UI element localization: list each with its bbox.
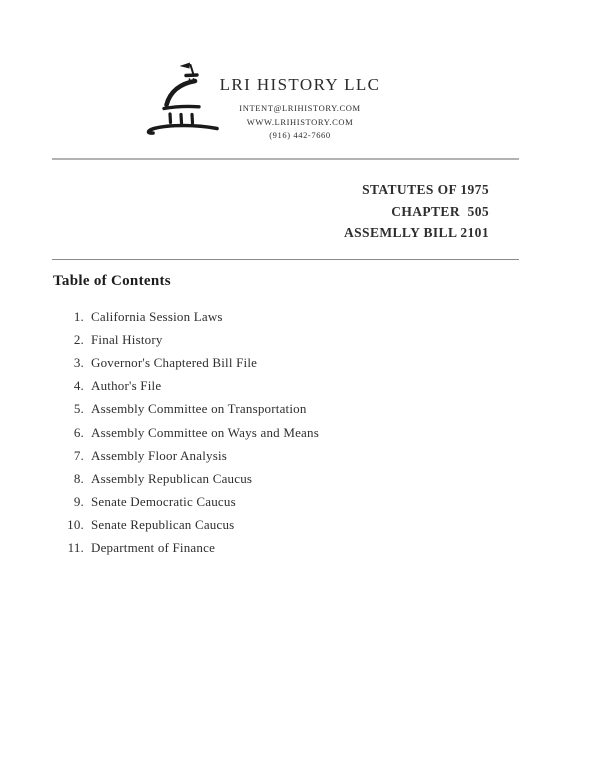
toc-item [52, 467, 512, 490]
toc-title: Table of Contents [53, 273, 171, 289]
company-website: WWW.LRIHISTORY.COM [246, 116, 354, 127]
toc-item-label: California Session Laws [91, 308, 223, 324]
statutes-line: STATUTES OF 1975 [362, 182, 489, 197]
statute-reference [344, 179, 489, 244]
company-email: INTENT@LRIHISTORY.COM [239, 103, 361, 113]
toc-item-label: Assembly Floor Analysis [91, 447, 228, 463]
toc-item-label: Senate Republican Caucus [91, 517, 235, 533]
bill-line: ASSEMLLY BILL 2101 [343, 225, 489, 241]
company-name: LRI HISTORY LLC [219, 75, 381, 94]
toc-item [52, 537, 512, 560]
toc-item [52, 514, 512, 537]
toc-item-label: Governor's Chaptered Bill File [91, 354, 258, 370]
toc-item-label: Assembly Committee on Transportation [91, 401, 307, 417]
toc-item-number: 4. [73, 378, 84, 394]
toc-item-label: Author's File [91, 378, 162, 394]
toc-item [52, 398, 512, 421]
toc-item-number: 7. [73, 447, 84, 463]
divider-bottom [52, 259, 519, 260]
toc-item-number: 8. [73, 470, 84, 486]
toc-item-label: Assembly Committee on Ways and Means [91, 424, 319, 440]
toc-item-number: 5. [73, 401, 84, 417]
toc-list [52, 305, 512, 560]
chapter-line: CHAPTER 505 [391, 203, 489, 219]
toc-item-number: 9. [73, 494, 84, 510]
toc-item-number: 3. [73, 354, 84, 370]
toc-item [52, 351, 512, 374]
toc-item-label: Department of Finance [91, 540, 216, 556]
toc-item [52, 444, 512, 467]
company-phone: (916) 442-7660 [269, 130, 331, 140]
toc-item-label: Final History [91, 331, 163, 347]
toc-item-number: 6. [73, 424, 84, 440]
toc-item [52, 421, 512, 444]
toc-item-number: 1. [73, 308, 84, 324]
toc-item-label: Assembly Republican Caucus [91, 470, 253, 486]
toc-item [52, 491, 512, 514]
toc-item-label: Senate Democratic Caucus [91, 494, 236, 510]
toc-item-number: 2. [73, 331, 84, 347]
divider-top [52, 158, 519, 160]
toc-item-number: 10. [67, 517, 84, 533]
toc-item-number: 11. [67, 540, 84, 556]
toc-item [52, 305, 512, 328]
letterhead [180, 75, 420, 143]
toc-item [52, 328, 512, 351]
toc-item [52, 375, 512, 398]
